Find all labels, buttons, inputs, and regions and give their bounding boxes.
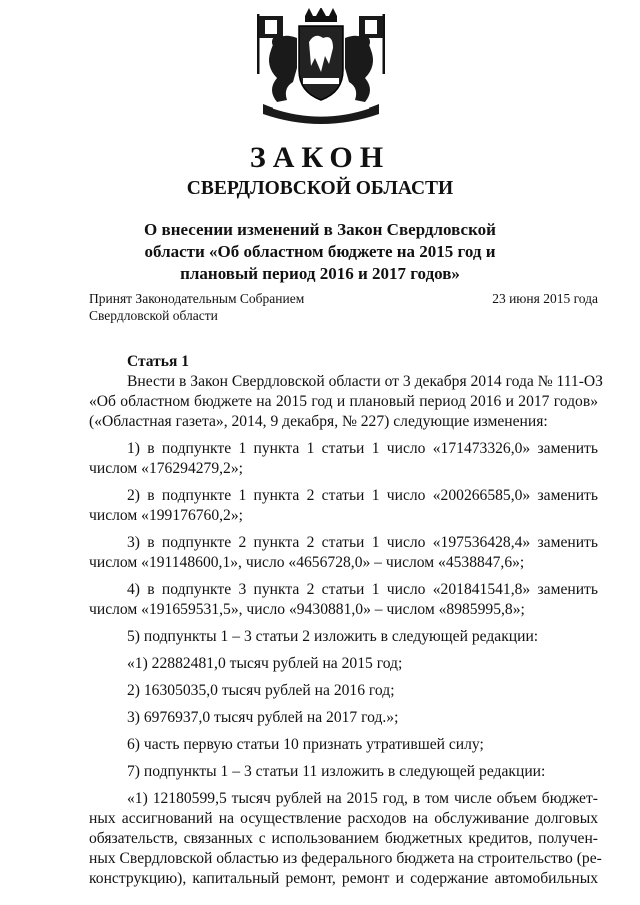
- paragraph: 7) подпункты 1 – 3 статьи 11 изложить в следующей редакции:: [127, 763, 546, 780]
- article-body: [89, 372, 603, 896]
- law-heading: [110, 219, 530, 285]
- paragraph: [89, 372, 603, 432]
- paragraph-line: 3) в подпункте 2 пункта 2 статьи 1 число «197536428,4» заменить: [127, 534, 598, 551]
- document-subtitle: СВЕРДЛОВСКОЙ ОБЛАСТИ: [186, 178, 454, 199]
- paragraph-line: числом «191148600,1», число «4656728,0» – числом «4538847,6»;: [89, 554, 525, 571]
- paragraph-line: 1) в подпункте 1 пункта 1 статьи 1 число «171473326,0» заменить: [127, 440, 598, 457]
- document-title: ЗАКОН: [249, 141, 391, 174]
- paragraph-line: обязательств, связанных с использованием бюджетных кредитов, получен-: [89, 830, 598, 847]
- paragraph-line: числом «191659531,5», число «9430881,0» – числом «8985995,8»;: [89, 601, 525, 618]
- paragraph: [89, 439, 598, 479]
- article-title: Статья 1: [127, 353, 189, 370]
- paragraph: 3) 6976937,0 тысяч рублей на 2017 год.»;: [127, 709, 399, 726]
- heading-line: О внесении изменений в Закон Свердловской: [144, 220, 496, 239]
- heading-line: плановый период 2016 и 2017 годов»: [180, 264, 460, 283]
- paragraph-line: 2) в подпункте 1 пункта 2 статьи 1 число «200266585,0» заменить: [127, 487, 598, 504]
- paragraph: [89, 580, 598, 620]
- paragraph: 6) часть первую статьи 10 признать утратившей силу;: [127, 736, 484, 753]
- paragraph-line: «Об областном бюджете на 2015 год и плановый период 2016 и 2017 годов»: [89, 393, 598, 410]
- paragraph-line: числом «199176760,2»;: [89, 507, 243, 524]
- paragraph-line: ных Свердловской областью из федерального бюджета на строительство (ре-: [89, 850, 602, 867]
- adoption-date: 23 июня 2015 года: [492, 291, 598, 306]
- heading-line: области «Об областном бюджете на 2015 год и: [144, 242, 496, 261]
- coat-of-arms-icon: [243, 8, 399, 128]
- adopted-by: [89, 291, 304, 324]
- paragraph-line: («Областная газета», 2014, 9 декабря, № 227) следующие изменения:: [89, 413, 548, 430]
- paragraph-line: числом «176294279,2»;: [89, 460, 243, 477]
- paragraph: 5) подпункты 1 – 3 статьи 2 изложить в следующей редакции:: [127, 628, 539, 645]
- paragraph-line: «1) 12180599,5 тысяч рублей на 2015 год, в том числе объем бюджет-: [127, 790, 598, 807]
- paragraph-line: Внести в Закон Свердловской области от 3 декабря 2014 года № 111-ОЗ: [127, 373, 603, 390]
- paragraph: [89, 533, 598, 573]
- paragraph-line: 4) в подпункте 3 пункта 2 статьи 1 число «201841541,8» заменить: [127, 581, 598, 598]
- paragraph: [89, 789, 602, 889]
- paragraph-line: ных ассигнований на осуществление расходов на обслуживание долговых: [89, 810, 598, 827]
- paragraph-line: конструкцию), капитальный ремонт, ремонт и содержание автомобильных: [89, 870, 598, 887]
- adopted-line: Свердловской области: [89, 307, 218, 323]
- adopted-line: Принят Законодательным Собранием: [89, 291, 305, 306]
- paragraph: «1) 22882481,0 тысяч рублей на 2015 год;: [127, 655, 403, 672]
- paragraph: [89, 486, 598, 526]
- paragraph: 2) 16305035,0 тысяч рублей на 2016 год;: [127, 682, 395, 699]
